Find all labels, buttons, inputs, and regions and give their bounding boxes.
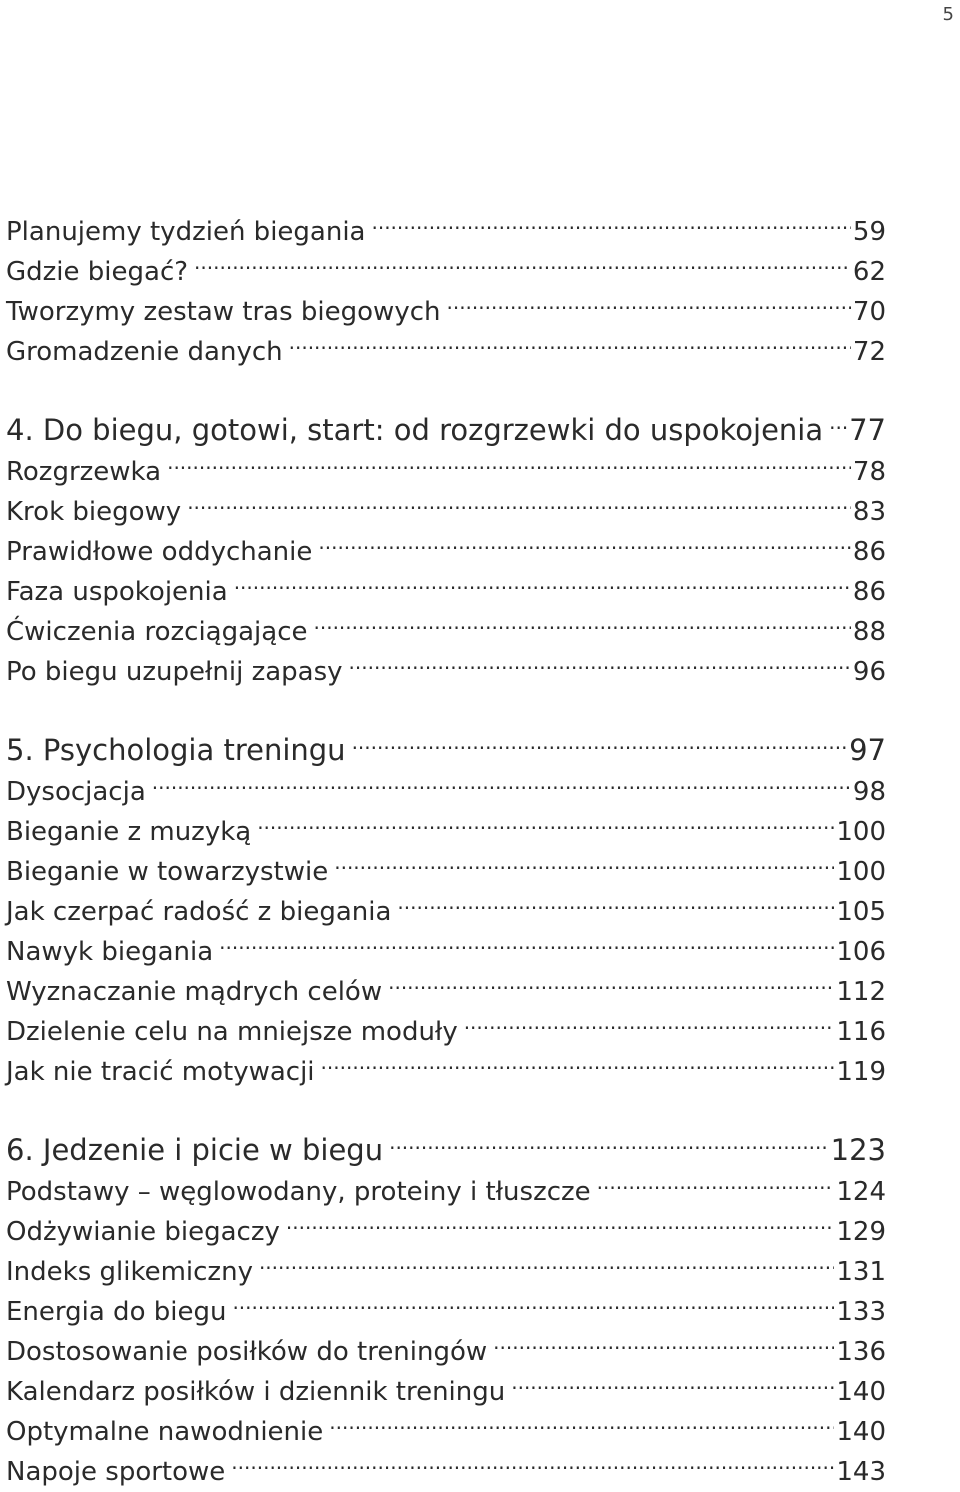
toc-entry-title: Nawyk biegania: [6, 937, 214, 967]
dot-leader: [493, 1320, 834, 1360]
dot-leader: [446, 280, 850, 320]
toc-entry-page: 72: [852, 337, 886, 367]
toc-entry-page: 119: [836, 1057, 886, 1087]
toc-entry-title: 4. Do biegu, gotowi, start: od rozgrzewki do uspokojenia: [6, 413, 824, 447]
toc-entry: [6, 760, 886, 807]
toc-entry: [6, 1000, 886, 1047]
dot-leader: [829, 400, 847, 440]
toc-entry: [6, 560, 886, 607]
toc-entry-page: 83: [852, 497, 886, 527]
toc-entry-title: Optymalne nawodnienie: [6, 1417, 324, 1447]
dot-leader: [352, 720, 848, 760]
toc-entry-title: Krok biegowy: [6, 497, 182, 527]
toc-entry-page: 59: [852, 217, 886, 247]
toc-entry-title: 5. Psychologia treningu: [6, 733, 346, 767]
toc-entry-title: Indeks glikemiczny: [6, 1257, 253, 1287]
dot-leader: [389, 1120, 829, 1160]
toc-entry: [6, 240, 886, 287]
toc-entry-title: Energia do biegu: [6, 1297, 227, 1327]
dot-leader: [152, 760, 851, 800]
toc-entry: [6, 1320, 886, 1367]
toc-entry: [6, 520, 886, 567]
toc-entry: [6, 1200, 886, 1247]
toc-entry-page: 62: [852, 257, 886, 287]
dot-leader: [194, 240, 851, 280]
toc-entry: [6, 880, 886, 927]
toc-entry-title: Dzielenie celu na mniejsze moduły: [6, 1017, 458, 1047]
dot-leader: [397, 880, 834, 920]
toc-entry-title: Tworzymy zestaw tras biegowych: [6, 297, 441, 327]
toc-entry: [6, 280, 886, 327]
toc-entry-page: 140: [836, 1417, 886, 1447]
toc-chapter-entry: [6, 400, 886, 447]
toc-entry-title: Faza uspokojenia: [6, 577, 228, 607]
toc-entry-title: Po biegu uzupełnij zapasy: [6, 657, 343, 687]
toc-entry-page: 100: [836, 857, 886, 887]
toc-entry-title: Odżywianie biegaczy: [6, 1217, 280, 1247]
toc-entry: [6, 480, 886, 527]
toc-entry: [6, 1040, 886, 1087]
toc-entry: [6, 960, 886, 1007]
toc-entry-page: 77: [849, 413, 886, 447]
dot-leader: [234, 560, 851, 600]
toc-entry: [6, 1280, 886, 1327]
toc-entry-page: 136: [836, 1337, 886, 1367]
toc-entry-page: 97: [849, 733, 886, 767]
toc-entry-title: Prawidłowe oddychanie: [6, 537, 313, 567]
dot-leader: [597, 1160, 835, 1200]
toc-entry: [6, 840, 886, 887]
toc-entry-page: 133: [836, 1297, 886, 1327]
dot-leader: [329, 1400, 834, 1440]
toc-entry-page: 86: [852, 577, 886, 607]
toc-entry: [6, 920, 886, 967]
toc-chapter-entry: [6, 1120, 886, 1167]
dot-leader: [231, 1440, 834, 1480]
toc-entry-page: 86: [852, 537, 886, 567]
toc-entry-page: 98: [852, 777, 886, 807]
dot-leader: [289, 320, 851, 360]
toc-entry-title: Wyznaczanie mądrych celów: [6, 977, 383, 1007]
dot-leader: [314, 600, 851, 640]
dot-leader: [232, 1280, 834, 1320]
toc-entry-title: Podstawy – węglowodany, proteiny i tłuszcze: [6, 1177, 591, 1207]
toc-chapter-entry: [6, 720, 886, 767]
toc-entry-title: Ćwiczenia rozciągające: [6, 617, 308, 647]
page-number: 5: [942, 4, 954, 25]
dot-leader: [371, 200, 850, 240]
dot-leader: [334, 840, 834, 880]
dot-leader: [259, 1240, 834, 1280]
dot-leader: [464, 1000, 835, 1040]
toc-entry: [6, 640, 886, 687]
toc-entry: [6, 1160, 886, 1207]
toc-entry-title: Jak czerpać radość z biegania: [6, 897, 392, 927]
dot-leader: [321, 1040, 835, 1080]
toc-entry: [6, 1240, 886, 1287]
dot-leader: [511, 1360, 834, 1400]
dot-leader: [349, 640, 851, 680]
toc-entry-title: Bieganie w towarzystwie: [6, 857, 329, 887]
toc-entry: [6, 1360, 886, 1407]
dot-leader: [187, 480, 851, 520]
toc-entry-page: 100: [836, 817, 886, 847]
toc-entry-page: 106: [836, 937, 886, 967]
toc-entry-page: 124: [836, 1177, 886, 1207]
toc-entry-title: Rozgrzewka: [6, 457, 162, 487]
dot-leader: [318, 520, 851, 560]
toc-entry-page: 123: [830, 1133, 886, 1167]
dot-leader: [257, 800, 834, 840]
dot-leader: [388, 960, 834, 1000]
toc-entry-title: Planujemy tydzień biegania: [6, 217, 366, 247]
toc-entry: [6, 320, 886, 367]
toc-entry: [6, 1440, 886, 1487]
dot-leader: [219, 920, 834, 960]
toc-entry: [6, 800, 886, 847]
toc-entry-page: 140: [836, 1377, 886, 1407]
toc-entry-page: 70: [852, 297, 886, 327]
dot-leader: [286, 1200, 834, 1240]
toc-entry-title: Kalendarz posiłków i dziennik treningu: [6, 1377, 506, 1407]
toc-entry: [6, 1400, 886, 1447]
toc-entry-page: 143: [836, 1457, 886, 1487]
toc-entry: [6, 200, 886, 247]
toc-entry-title: Dostosowanie posiłków do treningów: [6, 1337, 488, 1367]
toc-entry: [6, 440, 886, 487]
toc-entry-title: Napoje sportowe: [6, 1457, 226, 1487]
toc-entry-title: Gromadzenie danych: [6, 337, 283, 367]
toc-entry-page: 96: [852, 657, 886, 687]
toc-entry-page: 88: [852, 617, 886, 647]
toc-entry-title: Gdzie biegać?: [6, 257, 189, 287]
toc-entry-title: 6. Jedzenie i picie w biegu: [6, 1133, 384, 1167]
toc-entry: [6, 600, 886, 647]
toc-entry-page: 131: [836, 1257, 886, 1287]
dot-leader: [167, 440, 851, 480]
toc-entry-page: 105: [836, 897, 886, 927]
toc-entry-title: Jak nie tracić motywacji: [6, 1057, 315, 1087]
toc-entry-page: 112: [836, 977, 886, 1007]
toc-entry-title: Bieganie z muzyką: [6, 817, 252, 847]
toc-entry-title: Dysocjacja: [6, 777, 146, 807]
toc-entry-page: 116: [836, 1017, 886, 1047]
toc-entry-page: 78: [852, 457, 886, 487]
toc-entry-page: 129: [836, 1217, 886, 1247]
